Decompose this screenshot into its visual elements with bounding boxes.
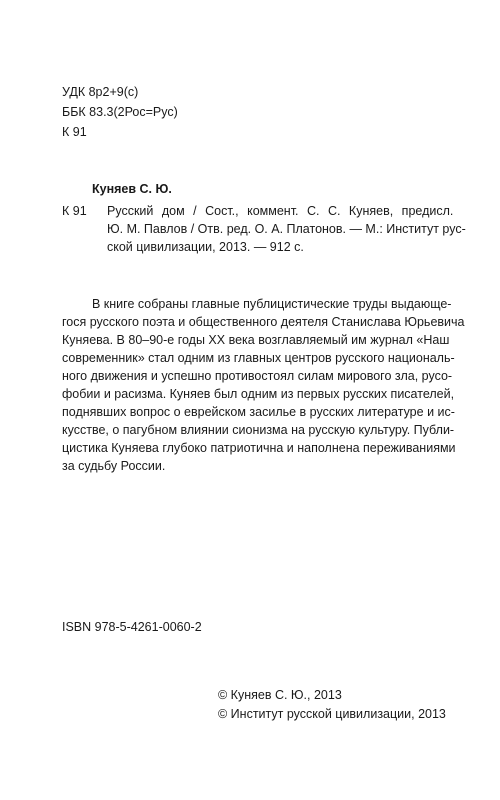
description-line: Ю. М. Павлов / Отв. ред. О. А. Платонов. — М.: Институт рус- [107,222,466,236]
annotation-line: цистика Куняева глубоко патриотична и наполнена переживаниями [62,441,456,455]
isbn-number: ISBN 978-5-4261-0060-2 [62,620,202,634]
classification-codes [62,82,178,142]
description-line: Русский дом / Сост., коммент. С. С. Куняев, предисл. [107,204,454,218]
copyright-line: © Куняев С. Ю., 2013 [218,688,342,702]
copyright-line: © Институт русской цивилизации, 2013 [218,707,446,721]
annotation-line: кусстве, о пагубном влиянии сионизма на русскую культуру. Публи- [62,423,455,437]
bbk-code: ББК 83.3(2Рос=Рус) [62,105,178,119]
annotation-line: фобии и расизма. Куняев был одним из первых русских писателей, [62,387,455,401]
annotation-line: В книге собраны главные публицистические труды выдающе- [92,297,452,311]
annotation-line: Куняева. В 80–90-е годы XX века возглавляемый им журнал «Наш [62,333,450,347]
udk-code: УДК 8р2+9(с) [62,85,139,99]
bibliography-code: К 91 [62,204,87,218]
bibliographic-description [107,202,466,256]
annotation-line: за судьбу России. [62,459,166,473]
description-line: ской цивилизации, 2013. — 912 с. [107,240,304,254]
annotation-paragraph [62,295,465,475]
annotation-line: поднявших вопрос о еврейском засилье в русских литературе и ис- [62,405,455,419]
annotation-line: современник» стал одним из главных центров русского националь- [62,351,455,365]
author-mark: К 91 [62,125,87,139]
copyright-block [218,686,446,724]
annotation-line: гося русского поэта и общественного деятеля Станислава Юрьевича [62,315,465,329]
bibliography-author: Куняев С. Ю. [92,182,172,196]
annotation-line: ного движения и успешно противостоял силам мирового зла, русо- [62,369,453,383]
